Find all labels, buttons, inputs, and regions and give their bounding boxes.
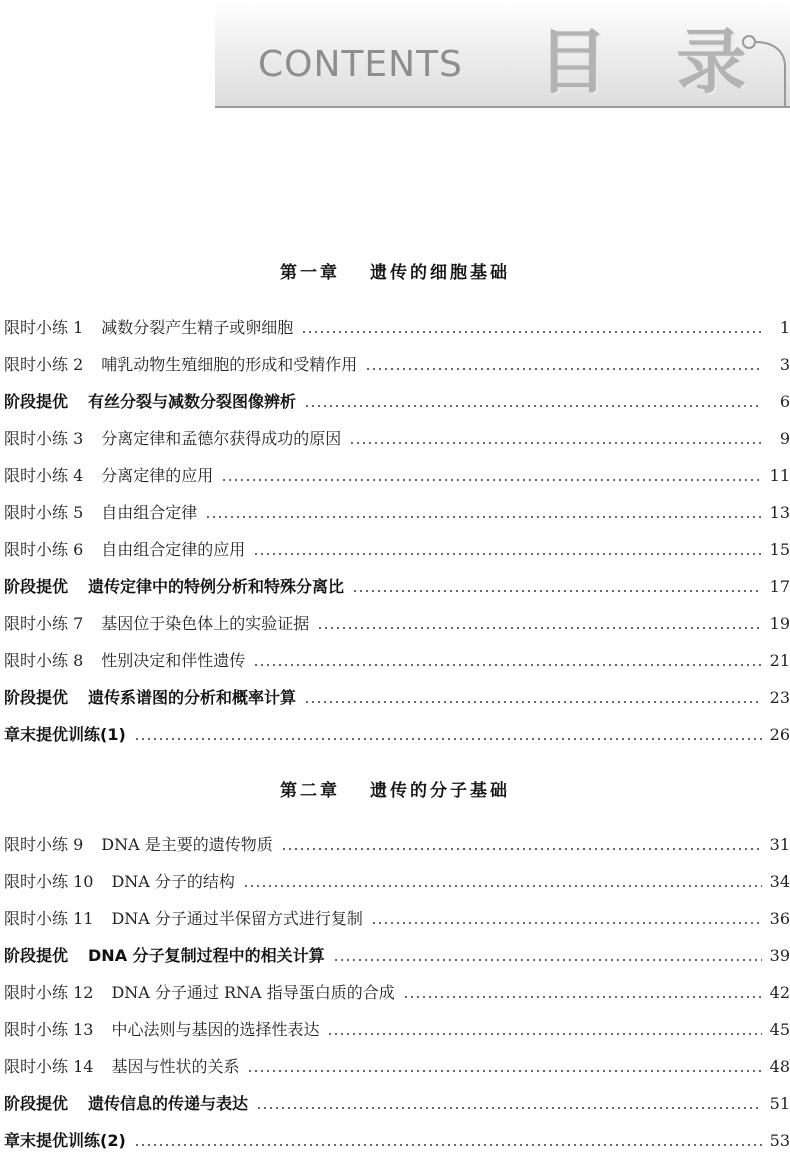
toc-entry-page-number: 19 — [769, 614, 790, 633]
toc-entry-label — [4, 688, 296, 708]
dot-leader — [134, 738, 762, 740]
toc-entry[interactable] — [4, 1127, 790, 1151]
toc-entry-label — [4, 466, 213, 486]
toc-entry-title: 性别决定和伴性遗传 — [101, 651, 246, 670]
dot-leader — [134, 1144, 762, 1146]
dot-leader — [221, 479, 761, 481]
toc-entry-prefix: 限时小练 8 — [4, 651, 84, 670]
toc-entry-label — [4, 355, 357, 375]
chapter-2-number: 第二章 — [280, 781, 340, 801]
dot-leader — [352, 590, 762, 592]
dot-leader — [256, 1107, 762, 1109]
toc-entry[interactable] — [4, 1053, 790, 1077]
chapter-2-name: 遗传的分子基础 — [370, 781, 510, 801]
chapter-1-name: 遗传的细胞基础 — [370, 263, 510, 283]
dot-leader — [403, 996, 762, 998]
toc-entry-label — [4, 909, 363, 929]
toc-entry[interactable] — [4, 684, 790, 708]
toc-entry-label — [4, 983, 395, 1003]
toc-entry-prefix: 限时小练 11 — [4, 909, 94, 928]
dot-leader — [247, 1070, 761, 1072]
dot-leader — [253, 664, 761, 666]
toc-entry-page-number: 34 — [769, 872, 790, 891]
dot-leader — [205, 516, 761, 518]
toc-entry-prefix: 阶段提优 — [4, 392, 69, 411]
toc-entry-page-number: 6 — [779, 392, 790, 411]
toc-entry[interactable] — [4, 721, 790, 745]
dot-leader — [253, 553, 761, 555]
toc-entry-label — [4, 1094, 248, 1114]
toc-entry-prefix: 阶段提优 — [4, 688, 69, 707]
toc-entry-prefix: 限时小练 5 — [4, 503, 84, 522]
dot-leader — [371, 922, 762, 924]
toc-entry-title: 自由组合定律的应用 — [101, 540, 246, 559]
mulu-label: 目 录 — [538, 21, 769, 103]
toc-entry-label — [4, 429, 341, 449]
toc-entry-label — [4, 503, 197, 523]
toc-entry-prefix: 限时小练 1 — [4, 318, 84, 337]
toc-entry-title: 遗传系谱图的分析和概率计算 — [88, 688, 297, 707]
toc-entry-title: 遗传信息的传递与表达 — [88, 1094, 249, 1113]
toc-entry-prefix: 限时小练 14 — [4, 1057, 94, 1076]
toc-entry-prefix: 限时小练 3 — [4, 429, 84, 448]
chapter-2-title — [0, 776, 790, 801]
toc-entry[interactable] — [4, 868, 790, 892]
toc-entry[interactable] — [4, 1090, 790, 1114]
toc-entry-prefix: 限时小练 13 — [4, 1020, 94, 1039]
dot-leader — [349, 442, 762, 444]
toc-entry-prefix: 阶段提优 — [4, 577, 69, 596]
toc-entry[interactable] — [4, 388, 790, 412]
dot-leader — [317, 627, 761, 629]
toc-entry-title: DNA 是主要的遗传物质 — [101, 835, 273, 854]
toc-entry[interactable] — [4, 831, 790, 855]
toc-entry-title: 分离定律和孟德尔获得成功的原因 — [101, 429, 342, 448]
toc-entry-title: DNA 分子通过半保留方式进行复制 — [111, 909, 363, 928]
toc-entry-title: 章末提优训练(2) — [4, 1131, 126, 1150]
toc-entry-prefix: 限时小练 6 — [4, 540, 84, 559]
toc-entry-page-number: 15 — [769, 540, 790, 559]
toc-entry-page-number: 21 — [769, 651, 790, 670]
toc-entry-prefix: 阶段提优 — [4, 1094, 69, 1113]
toc-entry-title: 章末提优训练(1) — [4, 725, 126, 744]
toc-entry-prefix: 限时小练 2 — [4, 355, 84, 374]
curl-ornament-icon — [735, 22, 790, 112]
toc-entry[interactable] — [4, 979, 790, 1003]
toc-entry-title: 减数分裂产生精子或卵细胞 — [101, 318, 294, 337]
toc-entry-prefix: 限时小练 9 — [4, 835, 84, 854]
toc-entry-page-number: 42 — [769, 983, 790, 1002]
toc-entry-page-number: 17 — [769, 577, 790, 596]
toc-entry-title: DNA 分子的结构 — [111, 872, 235, 891]
toc-entry-page-number: 11 — [769, 466, 790, 485]
toc-entry-label — [4, 725, 126, 745]
toc-entry-page-number: 45 — [769, 1020, 790, 1039]
toc-entry-page-number: 13 — [769, 503, 790, 522]
toc-entry-page-number: 3 — [779, 355, 790, 374]
toc-entry-title: 哺乳动物生殖细胞的形成和受精作用 — [101, 355, 358, 374]
toc-entry[interactable] — [4, 351, 790, 375]
toc-entry-page-number: 31 — [769, 835, 790, 854]
toc-entry-label — [4, 1020, 319, 1040]
toc-entry-page-number: 1 — [779, 318, 790, 337]
chapter-1-number: 第一章 — [280, 263, 340, 283]
dot-leader — [301, 331, 762, 333]
toc-entry-label — [4, 577, 344, 597]
toc-entry-title: 自由组合定律 — [101, 503, 198, 522]
toc-entry-label — [4, 651, 245, 671]
toc-entry-prefix: 限时小练 10 — [4, 872, 94, 891]
toc-entry-label — [4, 1131, 126, 1151]
toc-entry[interactable] — [4, 1016, 790, 1040]
toc-entry-page-number: 53 — [769, 1131, 790, 1150]
toc-entry[interactable] — [4, 573, 790, 597]
toc-entry-title: 遗传定律中的特例分析和特殊分离比 — [88, 577, 345, 596]
dot-leader — [333, 959, 762, 961]
toc-entry-page-number: 39 — [769, 946, 790, 965]
toc-entry[interactable] — [4, 536, 790, 560]
toc-entry[interactable] — [4, 425, 790, 449]
contents-label: CONTENTS — [258, 44, 463, 85]
toc-entry-prefix: 阶段提优 — [4, 946, 69, 965]
toc-entry[interactable] — [4, 942, 790, 966]
toc-entry-title: 基因位于染色体上的实验证据 — [101, 614, 310, 633]
toc-entry-page-number: 48 — [769, 1057, 790, 1076]
toc-entry-label — [4, 946, 325, 966]
toc-entry-title: 有丝分裂与减数分裂图像辨析 — [88, 392, 297, 411]
toc-entry-title: DNA 分子通过 RNA 指导蛋白质的合成 — [111, 983, 395, 1002]
toc-entry[interactable] — [4, 610, 790, 634]
toc-entry[interactable] — [4, 314, 790, 338]
contents-header — [0, 0, 790, 112]
toc-entry-label — [4, 392, 296, 412]
toc-entry-prefix: 限时小练 12 — [4, 983, 94, 1002]
toc-entry-title: 基因与性状的关系 — [111, 1057, 240, 1076]
toc-entry-prefix: 限时小练 7 — [4, 614, 84, 633]
toc-entry-page-number: 51 — [769, 1094, 790, 1113]
toc-entry-label — [4, 872, 235, 892]
dot-leader — [243, 885, 762, 887]
chapter-1-title — [0, 258, 790, 283]
toc-entry-page-number: 26 — [769, 725, 790, 744]
toc-entry-page-number: 36 — [769, 909, 790, 928]
toc-entry-title: 中心法则与基因的选择性表达 — [111, 1020, 320, 1039]
toc-entry-label — [4, 614, 309, 634]
toc-entry-prefix: 限时小练 4 — [4, 466, 84, 485]
dot-leader — [304, 701, 762, 703]
dot-leader — [304, 405, 762, 407]
toc-entry-title: 分离定律的应用 — [101, 466, 214, 485]
toc-entry[interactable] — [4, 905, 790, 929]
toc-entry-label — [4, 835, 273, 855]
toc-entry-page-number: 9 — [779, 429, 790, 448]
dot-leader — [281, 848, 762, 850]
toc-entry[interactable] — [4, 647, 790, 671]
toc-entry-label — [4, 318, 293, 338]
dot-leader — [327, 1033, 761, 1035]
dot-leader — [365, 368, 762, 370]
toc-entry[interactable] — [4, 462, 790, 486]
toc-entry-label — [4, 540, 245, 560]
toc-entry-page-number: 23 — [769, 688, 790, 707]
toc-entry-label — [4, 1057, 239, 1077]
toc-entry[interactable] — [4, 499, 790, 523]
toc-entry-title: DNA 分子复制过程中的相关计算 — [88, 946, 325, 965]
